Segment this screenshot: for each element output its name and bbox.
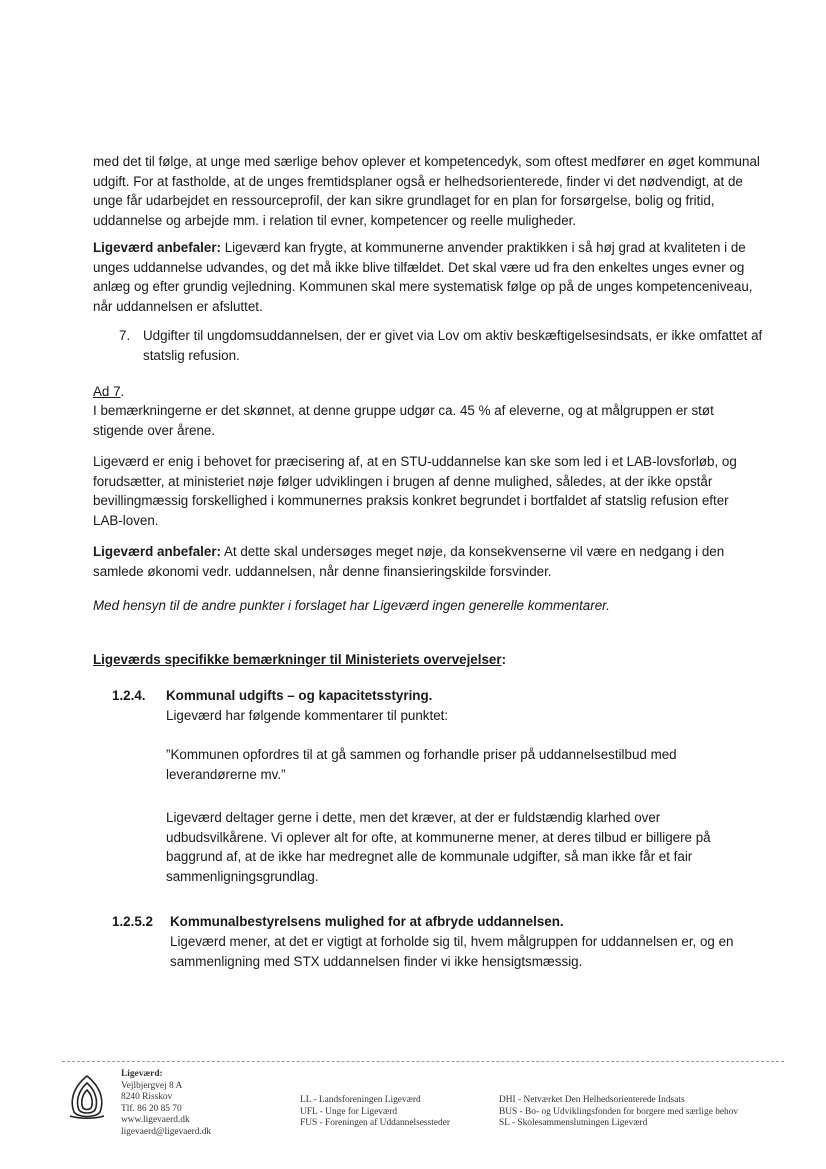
- general-comments-note: Med hensyn til de andre punkter i forslaget har Ligeværd ingen generelle kommentarer.: [93, 598, 610, 613]
- recommendation-text: Ligeværd kan frygte, at kommunerne anvender praktikken i så høj grad at kvaliteten i de unges uddannelse udvandes, og det må ikke blive tilfældet. Det skal være ud fra den enkeltes unges evner og anlæg og efter grundig vejledning. Kommunen skal mere systematisk følge op på de unges kompetenceniveau, når uddannelsen er afsluttet.: [93, 240, 753, 314]
- footer-org-ll: LL - Landsforeningen Ligeværd: [300, 1095, 421, 1105]
- footer-website[interactable]: www.ligevaerd.dk: [121, 1115, 190, 1126]
- footer-organizations-1: [300, 1095, 450, 1130]
- ligevaerd-logo-icon: [66, 1072, 108, 1120]
- footer-org-name: Ligeværd:: [121, 1069, 163, 1079]
- footer-org-ufl: UFL - Unge for Ligeværd: [300, 1106, 398, 1117]
- intro-paragraph: med det til følge, at unge med særlige behov oplever et kompetencedyk, som oftest medfører en øget kommunal udgift. For at fastholde, at de unges fremtidsplaner også er helhedsorienterede, finder vi det nødvendigt, at de unge får udarbejdet en ressourceprofil, der kan sikre grundlaget for en plan for forsørgelse, bolig og fritid, uddannelse og arbejde mm. i relation til evner, kompetencer og reelle muligheder.: [93, 154, 760, 228]
- quote-1-2-4: ”Kommunen opfordres til at gå sammen og forhandle priser på uddannelsestilbud med leverandørerne mv.”: [166, 747, 677, 782]
- footer-city: 8240 Risskov: [121, 1092, 173, 1103]
- recommendation-paragraph-1: [93, 238, 761, 316]
- specific-remarks-heading-text: Ligeværds specifikke bemærkninger til Ministeriets overvejelser: [93, 652, 502, 667]
- footer-organizations-2: [499, 1095, 738, 1130]
- section-number-1-2-5-2: 1.2.5.2: [112, 914, 153, 929]
- section-text-1-2-5-2: Ligeværd mener, at det er vigtigt at forholde sig til, hvem målgruppen for uddannelsen er, og en sammenligning med STX uddannelsen finder vi ikke hensigtsmæssig.: [170, 934, 734, 969]
- section-number-1-2-4: 1.2.4.: [112, 688, 146, 703]
- footer-divider: [62, 1061, 784, 1062]
- footer-org-bus: BUS - Bo- og Udviklingsfonden for borgere med særlige behov: [499, 1106, 739, 1117]
- ad7-heading: [93, 382, 761, 402]
- footer-phone: Tlf. 86 20 85 70: [121, 1103, 182, 1114]
- footer-org-fus: FUS - Foreningen af Uddannelsessteder: [300, 1118, 450, 1129]
- list-item-7: Udgifter til ungdomsuddannelsen, der er givet via Lov om aktiv beskæftigelsesindsats, er ikke omfattet af statslig refusion.: [143, 328, 763, 363]
- specific-remarks-heading-suffix: :: [501, 652, 507, 667]
- section-intro-1-2-4: Ligeværd har følgende kommentarer til punktet:: [166, 708, 449, 723]
- comment-1-2-4: Ligeværd deltager gerne i dette, men det kræver, at der er fuldstændig klarhed over udbudsvilkårene. Vi oplever alt for ofte, at kommunerne mener, at deres tilbud er billigere på baggrund af, at de ikke har medregnet alle de kommunale udgifter, så man ikke får et fair sammenligningsgrundlag.: [166, 810, 711, 884]
- ad7-heading-label: Ad 7: [93, 384, 121, 399]
- list-number-7: 7.: [119, 328, 131, 343]
- ad7-heading-suffix: .: [120, 384, 125, 399]
- ad7-paragraph: I bemærkningerne er det skønnet, at denne gruppe udgør ca. 45 % af eleverne, og at målgruppen er støt stigende over årene.: [93, 403, 714, 438]
- specific-remarks-heading: [93, 650, 761, 670]
- agreement-paragraph: Ligeværd er enig i behovet for præcisering af, at en STU-uddannelse kan ske som led i et LAB-lovsforløb, og forudsætter, at ministeriet nøje følger udviklingen i brugen af denne mulighed, således, at der ikke opstår bevillingmæssig forskellighed i kommunernes praksis konkret begrundet i bortfaldet af statslig refusion efter LAB-loven.: [93, 454, 737, 528]
- recommendation-paragraph-2: [93, 542, 761, 581]
- footer-street: Vejlbjergvej 8 A: [121, 1080, 183, 1091]
- section-title-1-2-4: Kommunal udgifts – og kapacitetsstyring.: [166, 688, 433, 703]
- recommendation-label: Ligeværd anbefaler:: [93, 240, 221, 255]
- footer-address: [121, 1069, 211, 1139]
- recommendation-label: Ligeværd anbefaler:: [93, 544, 221, 559]
- footer-email[interactable]: ligevaerd@ligevaerd.dk: [121, 1126, 212, 1137]
- recommendation-text: At dette skal undersøges meget nøje, da konsekvenserne vil være en nedgang i den samlede økonomi vedr. uddannelsen, når denne finansieringskilde forsvinder.: [93, 544, 725, 579]
- footer-org-sl: SL - Skolesammenslutningen Ligeværd: [499, 1118, 648, 1129]
- footer-org-dhi: DHI - Netværket Den Helhedsorienterede Indsats: [499, 1095, 685, 1105]
- section-title-1-2-5-2: Kommunalbestyrelsens mulighed for at afbryde uddannelsen.: [170, 914, 564, 929]
